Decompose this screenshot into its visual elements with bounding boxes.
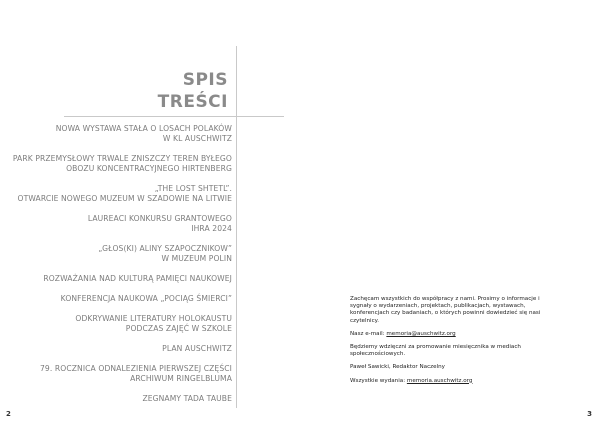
toc-entry-line: PODCZAS ZAJĘĆ W SZKOLE [125, 324, 232, 333]
toc-entry[interactable] [2, 184, 232, 204]
toc-entry-line: OTWARCIE NOWEGO MUZEUM W SZADOWIE NA LITWIE [17, 194, 232, 203]
toc-entry[interactable] [2, 394, 232, 404]
signature-text: Paweł Sawicki, Redaktor Naczelny [350, 364, 445, 371]
email-link[interactable]: memoria@auschwitz.org [386, 330, 456, 337]
toc-entry[interactable] [2, 314, 232, 334]
page-number-right: 3 [587, 410, 592, 418]
toc-entry-line: PARK PRZEMYSŁOWY TRWALE ZNISZCZY TEREN BYŁEGO [12, 154, 232, 163]
toc-entry[interactable] [2, 154, 232, 174]
toc-entry[interactable] [2, 344, 232, 354]
toc-entry-line: ODKRYWANIE LITERATURY HOLOKAUSTU [75, 314, 232, 323]
toc-entry[interactable] [2, 244, 232, 264]
editions-line [350, 378, 560, 385]
title-line-2: TREŚCI [157, 92, 228, 113]
toc-entry[interactable] [2, 124, 232, 144]
toc-entry[interactable] [2, 214, 232, 234]
toc-entry-line: OBOZU KONCENTRACYJNEGO HIRTENBERG [66, 164, 232, 173]
toc-entry[interactable] [2, 364, 232, 384]
toc-entry-line: ROZWAŻANIA NAD KULTURĄ PAMIĘCI NAUKOWEJ [43, 274, 232, 283]
toc-entry-line: „THE LOST SHTETL”. [154, 184, 232, 193]
email-line [350, 331, 560, 338]
title-line-1: SPIS [182, 70, 228, 91]
toc-entry[interactable] [2, 274, 232, 284]
toc-entry-line: NOWA WYSTAWA STAŁA O LOSACH POLAKÓW [55, 124, 232, 133]
thanks-text: Będziemy wdzięczni za promowanie miesięcznika w mediach społecznościowych. [350, 344, 521, 358]
page-number-left: 2 [6, 410, 11, 418]
intro-text: Zachęcam wszystkich do współpracy z nami. Prosimy o informacje i sygnały o wydarzeniach, projektach, publikacjach, wystawach, konferencjach czy badaniach, o których powinni dowiedzieć się nasi czytelnicy. [350, 296, 541, 324]
editions-link[interactable]: memoria.auschwitz.org [406, 377, 473, 384]
table-of-contents [2, 124, 232, 414]
toc-entry[interactable] [2, 294, 232, 304]
page-title [158, 69, 228, 113]
contact-info [350, 296, 560, 391]
editions-label: Wszystkie wydania: [350, 377, 407, 384]
toc-entry-line: W MUZEUM POLIN [161, 254, 232, 263]
toc-entry-line: IHRA 2024 [191, 224, 232, 233]
toc-entry-line: ZEGNAMY TADA TAUBE [142, 394, 232, 403]
vertical-divider [236, 46, 237, 408]
toc-entry-line: „GŁOS(KI) ALINY SZAPOCZNIKOW” [98, 244, 232, 253]
toc-entry-line: ARCHIWUM RINGELBLUMA [130, 374, 232, 383]
toc-entry-line: W KL AUSCHWITZ [162, 134, 232, 143]
toc-entry-line: PLAN AUSCHWITZ [162, 344, 232, 353]
toc-entry-line: KONFERENCJA NAUKOWA „POCIĄG ŚMIERCI” [60, 294, 232, 303]
toc-entry-line: 79. ROCZNICA ODNALEZIENIA PIERWSZEJ CZĘŚCI [39, 364, 232, 373]
horizontal-divider [64, 116, 284, 117]
email-label: Nasz e-mail: [350, 330, 387, 337]
toc-entry-line: LAUREACI KONKURSU GRANTOWEGO [87, 214, 232, 223]
